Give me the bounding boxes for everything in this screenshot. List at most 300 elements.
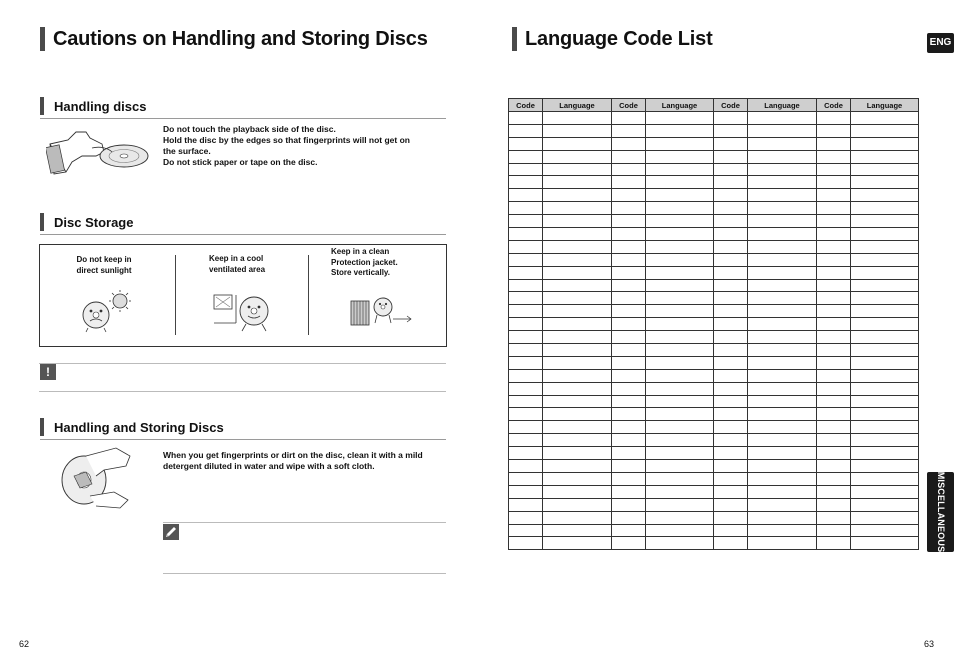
language-cell	[748, 215, 817, 228]
language-cell	[543, 434, 612, 447]
code-cell	[509, 434, 543, 447]
table-row	[509, 408, 919, 421]
language-cell	[851, 176, 919, 189]
language-cell	[748, 150, 817, 163]
language-cell	[851, 215, 919, 228]
table-row	[509, 460, 919, 473]
code-cell	[612, 163, 646, 176]
handling-discs-text	[163, 124, 446, 168]
language-cell	[646, 485, 714, 498]
language-cell	[543, 472, 612, 485]
language-cell	[748, 395, 817, 408]
code-cell	[509, 356, 543, 369]
code-cell	[714, 344, 748, 357]
code-cell	[714, 356, 748, 369]
pencil-icon	[163, 524, 179, 540]
right-page-title	[512, 27, 713, 51]
language-cell	[543, 305, 612, 318]
code-cell	[612, 112, 646, 125]
disc-storage-box	[39, 244, 447, 347]
language-cell	[851, 460, 919, 473]
code-cell	[714, 240, 748, 253]
code-cell	[714, 228, 748, 241]
right-page-title-text: Language Code List	[525, 27, 713, 50]
language-cell	[748, 112, 817, 125]
code-cell	[509, 524, 543, 537]
language-cell	[646, 176, 714, 189]
table-row	[509, 485, 919, 498]
language-cell	[543, 369, 612, 382]
table-row	[509, 305, 919, 318]
title-bar-decoration	[512, 27, 517, 51]
code-cell	[817, 472, 851, 485]
code-cell	[714, 215, 748, 228]
code-cell	[714, 382, 748, 395]
code-cell	[714, 163, 748, 176]
language-cell	[543, 318, 612, 331]
code-cell	[612, 498, 646, 511]
language-cell	[851, 408, 919, 421]
table-row	[509, 266, 919, 279]
title-bar-decoration	[40, 27, 45, 51]
code-cell	[714, 292, 748, 305]
language-cell	[646, 511, 714, 524]
disc-storage-heading-text: Disc Storage	[54, 215, 134, 230]
language-cell	[543, 395, 612, 408]
language-cell	[748, 163, 817, 176]
table-row	[509, 228, 919, 241]
language-cell	[748, 189, 817, 202]
language-cell	[543, 331, 612, 344]
code-cell	[509, 447, 543, 460]
table-row	[509, 498, 919, 511]
code-cell	[817, 537, 851, 550]
language-cell	[851, 163, 919, 176]
code-cell	[509, 408, 543, 421]
language-cell	[646, 266, 714, 279]
code-cell	[714, 395, 748, 408]
code-cell	[612, 408, 646, 421]
language-cell	[851, 369, 919, 382]
language-cell	[646, 202, 714, 215]
code-cell	[714, 421, 748, 434]
language-cell	[646, 537, 714, 550]
handling-discs-heading	[40, 96, 446, 119]
table-row	[509, 382, 919, 395]
table-row	[509, 369, 919, 382]
left-page-number: 62	[19, 639, 30, 649]
language-cell	[543, 292, 612, 305]
language-cell	[646, 163, 714, 176]
code-cell	[714, 524, 748, 537]
code-cell	[817, 331, 851, 344]
code-cell	[714, 447, 748, 460]
storage-item-caption	[70, 255, 138, 276]
language-cell	[543, 356, 612, 369]
language-cell	[646, 189, 714, 202]
language-cell	[851, 537, 919, 550]
language-cell	[646, 331, 714, 344]
language-cell	[748, 344, 817, 357]
language-cell	[851, 511, 919, 524]
language-cell	[748, 279, 817, 292]
table-row	[509, 279, 919, 292]
table-row	[509, 356, 919, 369]
code-cell	[714, 472, 748, 485]
table-row	[509, 511, 919, 524]
header-language: Language	[646, 99, 714, 112]
handling-storing-line-1: When you get fingerprints or dirt on the disc, clean it with a mild	[163, 450, 423, 460]
language-cell	[543, 240, 612, 253]
code-cell	[817, 163, 851, 176]
handling-discs-line-2: Hold the disc by the edges so that fingerprints will not get on	[163, 135, 410, 145]
language-cell	[646, 124, 714, 137]
language-cell	[646, 279, 714, 292]
header-language: Language	[543, 99, 612, 112]
table-row	[509, 240, 919, 253]
language-cell	[851, 382, 919, 395]
code-cell	[714, 511, 748, 524]
table-row	[509, 189, 919, 202]
code-cell	[714, 318, 748, 331]
language-cell	[748, 472, 817, 485]
language-cell	[851, 137, 919, 150]
code-cell	[714, 124, 748, 137]
table-row	[509, 150, 919, 163]
language-cell	[851, 318, 919, 331]
language-cell	[646, 150, 714, 163]
language-cell	[748, 292, 817, 305]
code-cell	[714, 176, 748, 189]
language-cell	[748, 434, 817, 447]
code-cell	[817, 344, 851, 357]
code-cell	[509, 150, 543, 163]
code-cell	[817, 189, 851, 202]
header-code: Code	[817, 99, 851, 112]
language-cell	[646, 408, 714, 421]
table-row	[509, 447, 919, 460]
language-cell	[646, 356, 714, 369]
language-cell	[543, 344, 612, 357]
note-rule-top	[39, 363, 446, 364]
language-cell	[543, 408, 612, 421]
language-cell	[748, 318, 817, 331]
language-cell	[851, 447, 919, 460]
language-cell	[543, 460, 612, 473]
code-cell	[817, 408, 851, 421]
code-cell	[714, 408, 748, 421]
code-cell	[509, 176, 543, 189]
language-cell	[748, 305, 817, 318]
code-cell	[612, 382, 646, 395]
hand-holding-disc-illustration	[46, 122, 151, 180]
code-cell	[612, 240, 646, 253]
code-cell	[714, 137, 748, 150]
language-cell	[748, 498, 817, 511]
table-row	[509, 421, 919, 434]
code-cell	[509, 460, 543, 473]
table-row	[509, 176, 919, 189]
code-cell	[714, 498, 748, 511]
table-row	[509, 137, 919, 150]
miscellaneous-tab	[927, 472, 954, 552]
handling-storing-line-2: detergent diluted in water and wipe with a soft cloth.	[163, 461, 375, 471]
table-row	[509, 124, 919, 137]
language-cell	[543, 537, 612, 550]
code-cell	[509, 395, 543, 408]
language-cell	[646, 240, 714, 253]
language-cell	[543, 202, 612, 215]
caption-line: Store vertically.	[331, 268, 390, 277]
code-cell	[714, 112, 748, 125]
code-cell	[612, 253, 646, 266]
code-cell	[714, 369, 748, 382]
storage-item-jacket	[309, 245, 446, 345]
language-cell	[543, 215, 612, 228]
language-cell	[646, 137, 714, 150]
language-cell	[851, 434, 919, 447]
language-cell	[646, 344, 714, 357]
code-cell	[714, 331, 748, 344]
handling-storing-text	[163, 450, 446, 472]
language-cell	[543, 150, 612, 163]
language-cell	[851, 124, 919, 137]
language-cell	[646, 472, 714, 485]
language-cell	[646, 382, 714, 395]
code-cell	[509, 124, 543, 137]
language-cell	[851, 189, 919, 202]
table-row	[509, 318, 919, 331]
code-cell	[509, 382, 543, 395]
code-cell	[509, 292, 543, 305]
caution-icon-glyph: !	[46, 365, 50, 379]
code-cell	[817, 202, 851, 215]
code-cell	[714, 150, 748, 163]
language-cell	[851, 112, 919, 125]
right-page-number: 63	[924, 639, 935, 649]
code-cell	[817, 421, 851, 434]
language-cell	[748, 524, 817, 537]
language-cell	[543, 189, 612, 202]
code-cell	[612, 537, 646, 550]
code-cell	[714, 537, 748, 550]
language-cell	[851, 253, 919, 266]
language-cell	[851, 202, 919, 215]
language-cell	[748, 356, 817, 369]
handling-discs-heading-text: Handling discs	[54, 99, 147, 114]
shelf-disc-icon	[349, 289, 415, 334]
language-cell	[543, 447, 612, 460]
code-cell	[509, 253, 543, 266]
language-cell	[646, 421, 714, 434]
code-cell	[817, 228, 851, 241]
language-cell	[748, 202, 817, 215]
code-cell	[817, 511, 851, 524]
language-cell	[748, 511, 817, 524]
language-cell	[543, 163, 612, 176]
code-cell	[509, 344, 543, 357]
language-cell	[543, 421, 612, 434]
language-cell	[748, 253, 817, 266]
heading-bar-decoration	[40, 97, 44, 115]
code-cell	[817, 124, 851, 137]
code-cell	[612, 305, 646, 318]
code-cell	[612, 511, 646, 524]
code-cell	[714, 305, 748, 318]
handling-discs-line-4: Do not stick paper or tape on the disc.	[163, 157, 318, 167]
language-cell	[543, 524, 612, 537]
code-cell	[612, 279, 646, 292]
code-cell	[817, 318, 851, 331]
language-cell	[748, 228, 817, 241]
code-cell	[817, 215, 851, 228]
language-cell	[543, 124, 612, 137]
code-cell	[612, 331, 646, 344]
handling-discs-line-3: the surface.	[163, 146, 211, 156]
code-cell	[817, 253, 851, 266]
header-language: Language	[851, 99, 919, 112]
code-cell	[714, 279, 748, 292]
language-cell	[748, 176, 817, 189]
code-cell	[817, 369, 851, 382]
code-cell	[612, 202, 646, 215]
code-cell	[714, 189, 748, 202]
code-cell	[509, 369, 543, 382]
language-cell	[748, 369, 817, 382]
code-cell	[714, 460, 748, 473]
code-cell	[612, 447, 646, 460]
language-cell	[851, 279, 919, 292]
table-row	[509, 292, 919, 305]
language-cell	[543, 382, 612, 395]
language-cell	[646, 253, 714, 266]
storage-item-caption	[331, 247, 441, 279]
table-row	[509, 344, 919, 357]
language-cell	[646, 112, 714, 125]
language-cell	[543, 112, 612, 125]
table-row	[509, 395, 919, 408]
code-cell	[612, 176, 646, 189]
left-page-title	[40, 27, 428, 51]
language-cell	[851, 292, 919, 305]
code-cell	[612, 356, 646, 369]
code-cell	[612, 344, 646, 357]
code-cell	[817, 292, 851, 305]
language-cell	[646, 434, 714, 447]
handling-discs-line-1: Do not touch the playback side of the disc.	[163, 124, 336, 134]
table-header-row	[509, 99, 919, 112]
code-cell	[509, 202, 543, 215]
language-cell	[646, 369, 714, 382]
sun-disc-icon	[76, 289, 136, 338]
code-cell	[612, 421, 646, 434]
code-cell	[612, 150, 646, 163]
language-cell	[646, 395, 714, 408]
disc-storage-heading	[40, 212, 446, 235]
code-cell	[509, 472, 543, 485]
table-row	[509, 163, 919, 176]
header-code: Code	[509, 99, 543, 112]
code-cell	[714, 434, 748, 447]
language-cell	[748, 447, 817, 460]
language-cell	[748, 485, 817, 498]
code-cell	[612, 434, 646, 447]
language-code-table	[508, 98, 919, 550]
language-cell	[543, 498, 612, 511]
language-cell	[543, 279, 612, 292]
code-cell	[817, 305, 851, 318]
caption-line: Keep in a clean	[331, 247, 390, 256]
caption-line: Do not keep in	[76, 255, 132, 264]
code-cell	[612, 266, 646, 279]
code-cell	[817, 266, 851, 279]
language-cell	[851, 240, 919, 253]
language-cell	[646, 318, 714, 331]
language-cell	[646, 305, 714, 318]
code-cell	[612, 524, 646, 537]
code-cell	[509, 305, 543, 318]
code-cell	[612, 472, 646, 485]
code-cell	[817, 485, 851, 498]
storage-item-cool	[176, 245, 308, 345]
table-row	[509, 524, 919, 537]
code-cell	[509, 279, 543, 292]
code-cell	[612, 215, 646, 228]
handling-storing-heading-text: Handling and Storing Discs	[54, 420, 224, 435]
code-cell	[714, 202, 748, 215]
language-cell	[543, 266, 612, 279]
code-cell	[714, 266, 748, 279]
table-row	[509, 472, 919, 485]
language-cell	[851, 498, 919, 511]
code-cell	[509, 189, 543, 202]
code-cell	[817, 382, 851, 395]
code-cell	[509, 498, 543, 511]
code-cell	[612, 485, 646, 498]
table-row	[509, 215, 919, 228]
code-cell	[817, 447, 851, 460]
code-cell	[509, 228, 543, 241]
header-language: Language	[748, 99, 817, 112]
code-cell	[817, 176, 851, 189]
code-cell	[509, 318, 543, 331]
code-cell	[509, 266, 543, 279]
language-cell	[851, 331, 919, 344]
code-cell	[817, 150, 851, 163]
code-cell	[509, 331, 543, 344]
code-cell	[817, 498, 851, 511]
caption-line: Keep in a cool	[209, 254, 264, 263]
language-cell	[748, 240, 817, 253]
code-cell	[817, 240, 851, 253]
header-code: Code	[612, 99, 646, 112]
code-cell	[612, 228, 646, 241]
caution-icon	[40, 364, 56, 380]
code-cell	[509, 215, 543, 228]
eng-tab: ENG	[927, 33, 954, 53]
language-cell	[646, 292, 714, 305]
storage-item-caption	[209, 254, 289, 275]
language-cell	[748, 266, 817, 279]
code-cell	[817, 279, 851, 292]
language-cell	[748, 382, 817, 395]
language-cell	[851, 421, 919, 434]
language-cell	[851, 395, 919, 408]
language-cell	[851, 344, 919, 357]
code-cell	[509, 240, 543, 253]
language-cell	[543, 137, 612, 150]
code-cell	[509, 137, 543, 150]
